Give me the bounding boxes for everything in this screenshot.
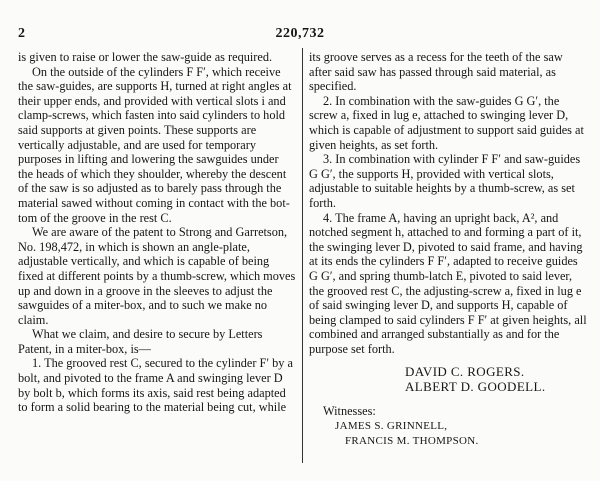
witness-1: JAMES S. GRINNELL,: [335, 420, 448, 433]
signature-inventor-2: ALBERT D. GOODELL.: [405, 379, 546, 395]
page-number: 2: [18, 26, 25, 41]
signature-block: [309, 364, 587, 394]
signature-inventor-1: DAVID C. ROGERS.: [405, 364, 525, 380]
left-paragraph-3: We are aware of the patent to Strong and Garretson, No. 198,472, in which is shown an angle-plate, adjustable vertically, and which is capable of being fixed at different points by a thumb-screw, which moves up and down in a groove in the sleeves to adjust the sawguides of a miter-box, and to such we make no claim.: [18, 225, 296, 327]
left-paragraph-1: is given to raise or lower the saw-guide as required.: [18, 50, 273, 64]
column-divider: [302, 48, 303, 463]
left-column: [18, 50, 296, 415]
claim-4: 4. The frame A, having an upright back, A², and notched segment h, attached to and forming a part of it, the swinging lever D, pivoted to said frame, and having at its ends the cylinders F F′, adapted to receive guides G G′, and spring thumb-latch E, pivoted to said lever, the grooved rest C, the adjusting-screw a, fixed in lug e of said swinging lever D, and supports H, capable of being clamped to said cylinders F F′ at given heights, all combined and arranged substantially as and for the purpose set forth.: [309, 210, 587, 356]
left-paragraph-5: 1. The grooved rest C, secured to the cylinder F′ by a bolt, and pivoted to the frame A and swinging lever D by bolt b, which forms its axis, said rest being adapted to form a solid bearing to the material being cut, while: [18, 356, 293, 415]
witnesses-label: Witnesses:: [323, 404, 376, 419]
patent-number: 220,732: [275, 26, 325, 41]
right-paragraph-1: its groove serves as a recess for the teeth of the saw after said saw has passed through said material, as specified.: [309, 50, 563, 94]
witness-2: FRANCIS M. THOMPSON.: [345, 434, 479, 447]
left-paragraph-4: What we claim, and desire to secure by Letters Patent, in a miter-box, is—: [18, 327, 263, 356]
claim-2: 2. In combination with the saw-guides G G′, the screw a, fixed in lug e, attached to swinging lever D, which is capable of adjustment to support said guides at given heights, as set forth.: [309, 93, 584, 152]
right-column: [309, 50, 587, 448]
left-paragraph-2: On the outside of the cylinders F F′, which receive the saw-guides, are supports H, turned at right angles at their upper ends, and provided with vertical slots i and clamp-screws, which fasten into said cylinders to hold said supports at given points. These supports are vertically adjustable, and are used for temporary purposes in lifting and lowering the sawguides under the heads of which they shoulder, whereby the descent of the saw is so adjusted as to barely pass through the material sawed without coming in contact with the bottom of the groove in the rest C.: [18, 64, 292, 225]
claim-3: 3. In combination with cylinder F F′ and saw-guides G G′, the supports H, provided with vertical slots, adjustable to suitable heights by a thumb-screw, as set forth.: [309, 152, 581, 210]
